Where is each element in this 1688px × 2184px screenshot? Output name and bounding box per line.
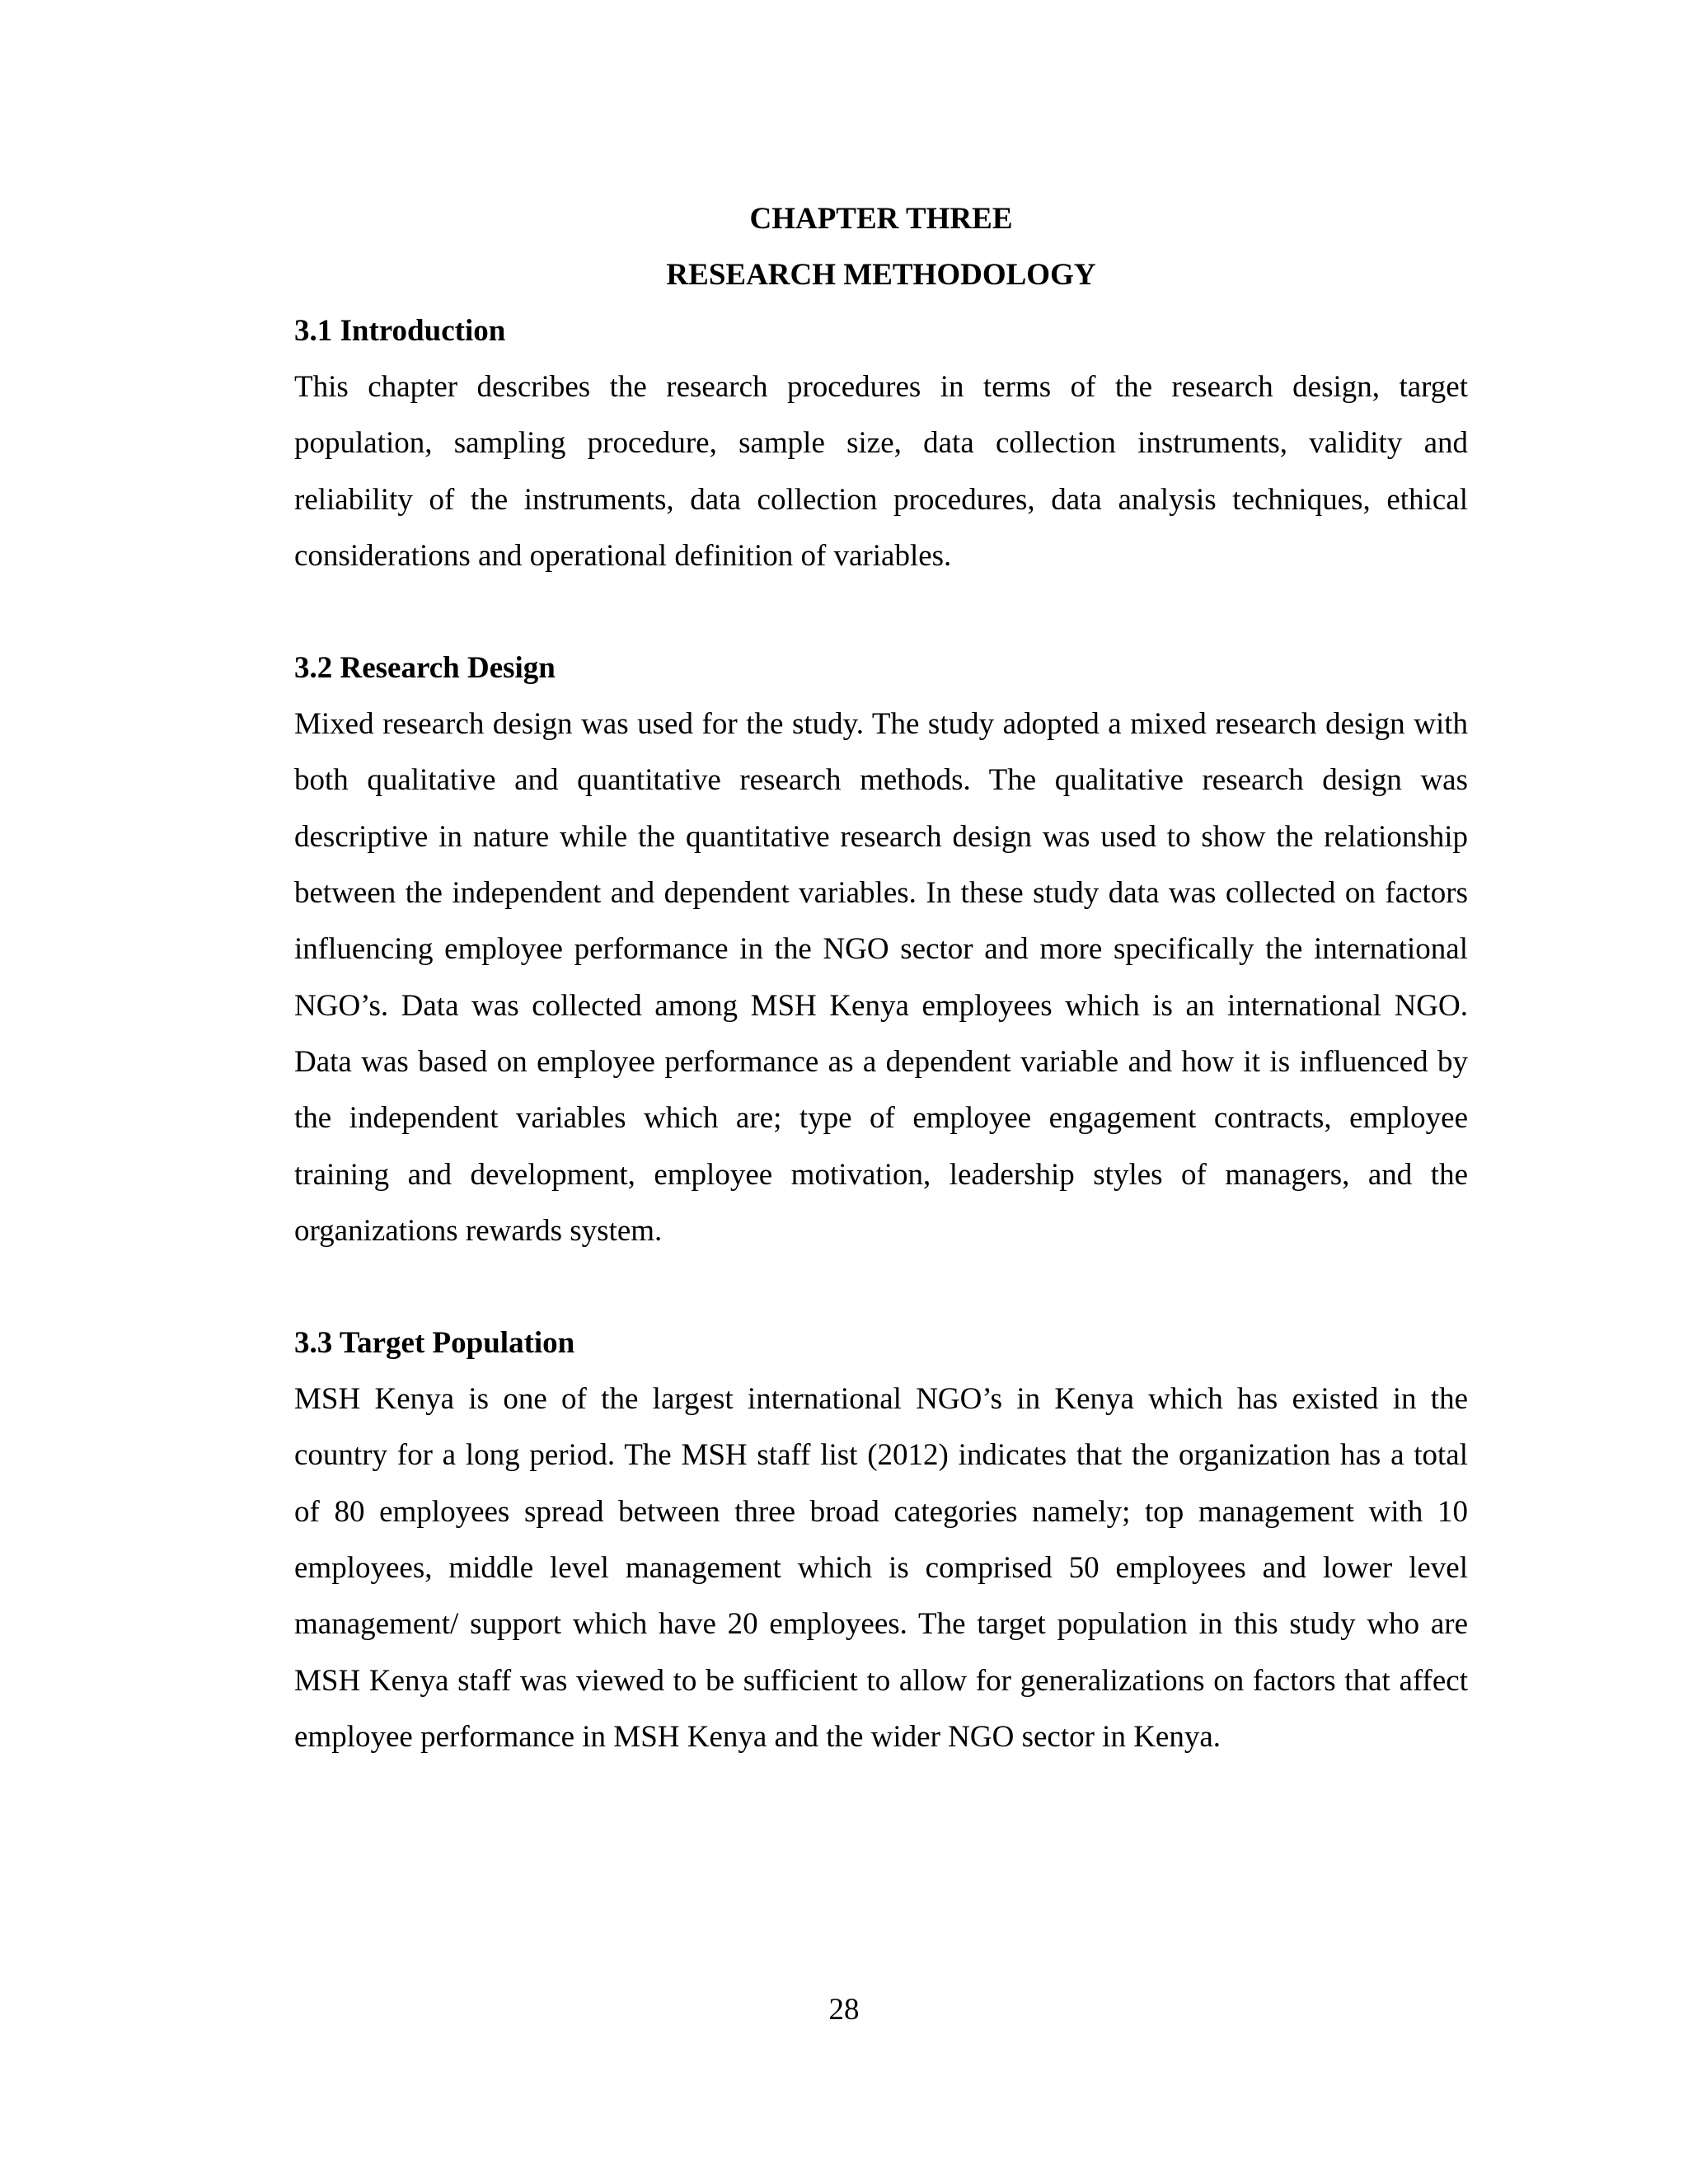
section-paragraph: This chapter describes the research procedures in terms of the research design, target population, sampling procedure, sample size, data collection instruments, validity and reliability of the instruments, data collection procedures, data analysis techniques, ethical considerations and operational definition of variables. — [294, 370, 1468, 573]
section-title: 3.1 Introduction — [294, 314, 506, 348]
section-introduction — [294, 303, 1468, 584]
section-title: 3.2 Research Design — [294, 651, 556, 686]
chapter-number-heading: CHAPTER THREE — [749, 202, 1013, 236]
section-paragraph: Mixed research design was used for the study. The study adopted a mixed research design with both qualitative and quantitative research methods. The qualitative research design was descriptive in nature while the quantitative research design was used to show the relationship between the independent and dependent variables. In these study data was collected on factors influencing employee performance in the NGO sector and more specifically the international NGO’s. Data was collected among MSH Kenya employees which is an international NGO. Data was based on employee performance as a dependent variable and how it is influenced by the independent variables which are; type of employee engagement contracts, employee training and development, employee motivation, leadership styles of managers, and the organizations rewards system. — [294, 707, 1468, 1248]
section-target-population — [294, 1315, 1468, 1765]
section-research-design — [294, 640, 1468, 1259]
page-content — [294, 191, 1468, 1765]
section-title: 3.3 Target Population — [294, 1326, 575, 1361]
page-number: 28 — [828, 1993, 860, 2027]
chapter-title-heading: RESEARCH METHODOLOGY — [666, 258, 1096, 292]
section-paragraph: MSH Kenya is one of the largest international NGO’s in Kenya which has existed in the country for a long period. The MSH staff list (2012) indicates that the organization has a total of 80 employees spread between three broad categories namely; top management with 10 employees, middle level management which is comprised 50 employees and lower level management/ support which have 20 employees. The target population in this study who are MSH Kenya staff was viewed to be sufficient to allow for generalizations on factors that affect employee performance in MSH Kenya and the wider NGO sector in Kenya. — [294, 1382, 1468, 1754]
